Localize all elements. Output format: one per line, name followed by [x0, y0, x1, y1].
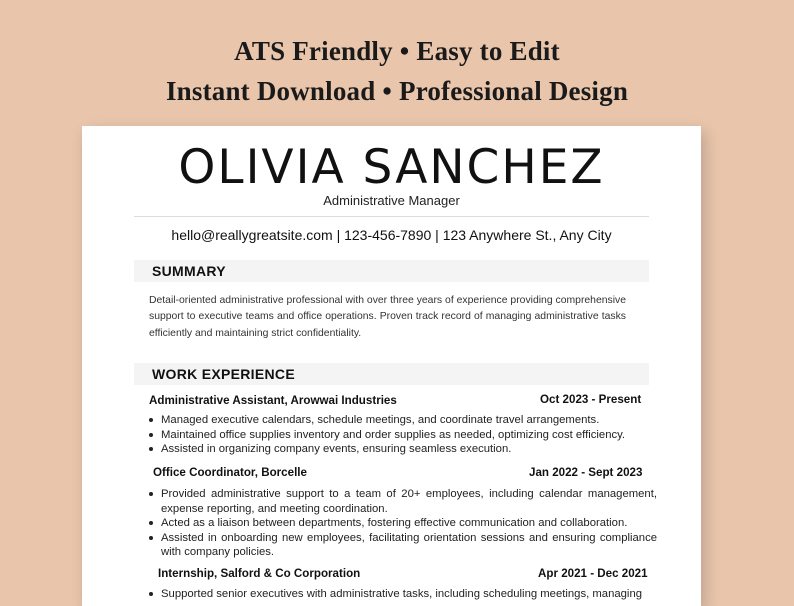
job-date: Apr 2021 - Dec 2021 — [538, 567, 648, 580]
job-bullets — [148, 413, 657, 457]
summary-text: Detail-oriented administrative professional with over three years of experience providing comprehensive support to executive teams and office operations. Proven track record of managing administrative tasks efficiently and maintaining strict confidentiality. — [149, 295, 626, 339]
resume-page — [82, 126, 701, 606]
contact-line: hello@reallygreatsite.com | 123-456-7890 | 123 Anywhere St., Any City — [171, 227, 612, 243]
job-title: Internship, Salford & Co Corporation — [158, 567, 361, 580]
summary-heading: SUMMARY — [152, 263, 226, 279]
banner-line-1: ATS Friendly • Easy to Edit — [234, 36, 560, 66]
job-bullet: Acted as a liaison between departments, fostering effective communication and collaboration. — [148, 516, 657, 531]
job-bullets — [148, 487, 657, 560]
job-bullet: Provided administrative support to a team of 20+ employees, including calendar management, expense reporting, and meeting coordination. — [148, 487, 657, 516]
divider — [134, 216, 649, 217]
job-bullets — [148, 587, 657, 602]
job-title: Office Coordinator, Borcelle — [153, 466, 307, 479]
experience-heading: WORK EXPERIENCE — [152, 366, 295, 382]
job-bullet: Maintained office supplies inventory and order supplies as needed, optimizing cost efficiency. — [148, 428, 657, 443]
resume-role: Administrative Manager — [323, 193, 460, 208]
job-bullet: Supported senior executives with administrative tasks, including scheduling meetings, managing — [148, 587, 657, 602]
job-date: Oct 2023 - Present — [540, 393, 642, 406]
job-date: Jan 2022 - Sept 2023 — [529, 466, 643, 479]
job-bullet: Assisted in onboarding new employees, facilitating orientation sessions and ensuring compliance with company policies. — [148, 531, 657, 560]
experience-section-bar — [134, 363, 649, 385]
summary-section-bar — [134, 260, 649, 282]
resume-name: OLIVIA SANCHEZ — [178, 140, 605, 195]
job-title: Administrative Assistant, Arowwai Industries — [149, 394, 397, 407]
job-bullet: Assisted in organizing company events, ensuring seamless execution. — [148, 442, 657, 457]
job-bullet: Managed executive calendars, schedule meetings, and coordinate travel arrangements. — [148, 413, 657, 428]
banner-line-2: Instant Download • Professional Design — [165, 76, 629, 106]
